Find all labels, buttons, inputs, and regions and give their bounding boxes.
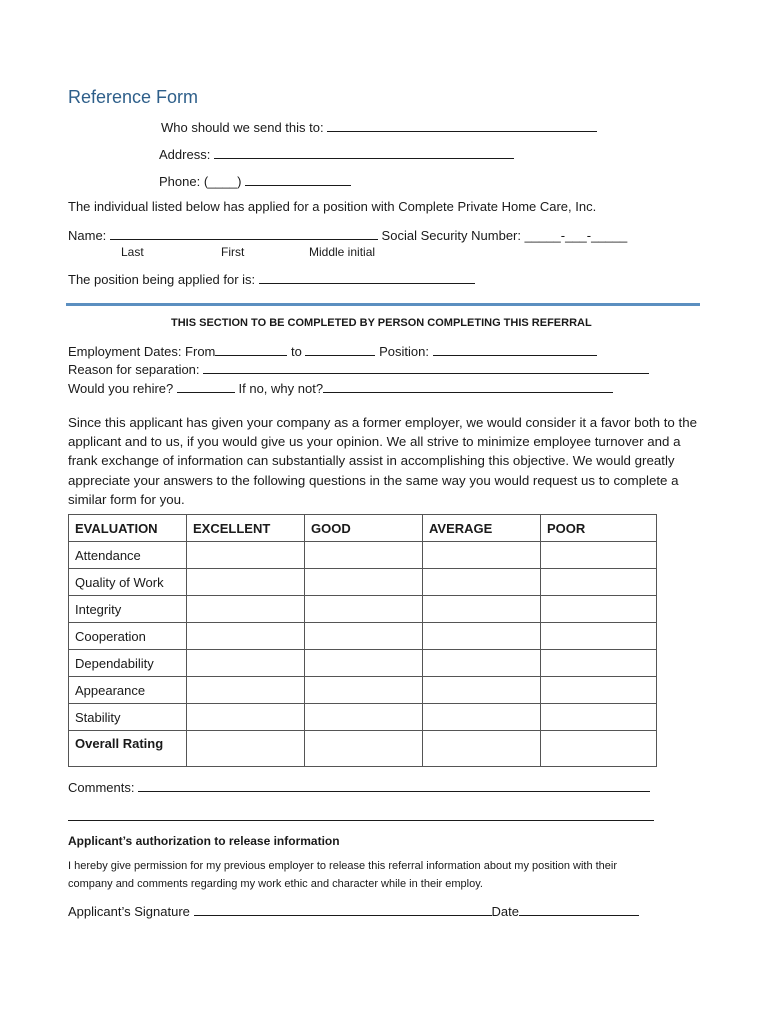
rating-cell[interactable] <box>423 677 541 704</box>
rating-cell[interactable] <box>541 704 657 731</box>
rating-cell[interactable] <box>187 731 305 767</box>
rehire-label: Would you rehire? <box>68 381 174 396</box>
position-applied-label: The position being applied for is: <box>68 272 256 287</box>
employment-position-field[interactable] <box>433 343 597 356</box>
rating-cell[interactable] <box>187 650 305 677</box>
rating-cell[interactable] <box>305 596 423 623</box>
rating-cell[interactable] <box>423 731 541 767</box>
address-row <box>159 146 514 162</box>
header-good: GOOD <box>305 515 423 542</box>
rating-cell[interactable] <box>423 650 541 677</box>
name-field[interactable] <box>110 227 378 240</box>
rating-cell[interactable] <box>305 731 423 767</box>
table-header-row <box>69 515 657 542</box>
rating-cell[interactable] <box>305 623 423 650</box>
ifno-label: If no, why not? <box>238 381 324 396</box>
rating-cell[interactable] <box>423 623 541 650</box>
header-excellent: EXCELLENT <box>187 515 305 542</box>
row-label: Dependability <box>69 650 187 677</box>
comments-label: Comments: <box>68 780 135 795</box>
header-average: AVERAGE <box>423 515 541 542</box>
comments-field-line2[interactable] <box>68 808 654 821</box>
rating-cell[interactable] <box>305 569 423 596</box>
rating-cell[interactable] <box>187 596 305 623</box>
rating-cell[interactable] <box>187 623 305 650</box>
signature-label: Applicant’s Signature <box>68 904 190 919</box>
header-poor: POOR <box>541 515 657 542</box>
authorization-line1: I hereby give permission for my previous employer to release this referral information about my position with their <box>68 860 618 872</box>
address-field[interactable] <box>214 146 514 159</box>
rating-cell[interactable] <box>423 542 541 569</box>
phone-label: Phone: (____) <box>159 174 242 189</box>
overall-label: Overall Rating <box>69 731 187 767</box>
table-row <box>69 542 657 569</box>
rehire-row <box>68 380 613 396</box>
employment-dates-row <box>68 343 597 359</box>
table-row <box>69 677 657 704</box>
to-date-field[interactable] <box>305 343 375 356</box>
authorization-heading: Applicant’s authorization to release information <box>68 834 340 848</box>
phone-row <box>159 173 351 189</box>
phone-field[interactable] <box>245 173 351 186</box>
sub-last: Last <box>121 245 144 259</box>
rating-cell[interactable] <box>305 704 423 731</box>
ifno-field[interactable] <box>323 380 613 393</box>
position-applied-field[interactable] <box>259 271 475 284</box>
comments-row <box>68 779 650 795</box>
intro-text: The individual listed below has applied for a position with Complete Private Home Care, Inc. <box>68 199 597 214</box>
reason-row <box>68 361 649 377</box>
section-divider <box>66 303 700 306</box>
send-to-field[interactable] <box>327 119 597 132</box>
evaluation-table <box>68 514 657 767</box>
page-title: Reference Form <box>68 87 199 107</box>
header-evaluation: EVALUATION <box>69 515 187 542</box>
rating-cell[interactable] <box>187 569 305 596</box>
rating-cell[interactable] <box>187 677 305 704</box>
row-label: Quality of Work <box>69 569 187 596</box>
table-row <box>69 569 657 596</box>
comments-field[interactable] <box>138 779 650 792</box>
rating-cell[interactable] <box>187 542 305 569</box>
name-label: Name: <box>68 228 107 243</box>
sub-middle: Middle initial <box>309 245 376 259</box>
request-paragraph: Since this applicant has given your company as a former employer, we would consider it a favor both to the applicant and to us, if you would give us your opinion. We all strive to minimize employee turnover and a frank exchange of information can substantially assist in accomplishing this objective. We would greatly appreciate your answers to the following questions in the same way you would request us to complete a similar form for you. <box>68 415 697 507</box>
table-row <box>69 650 657 677</box>
employment-position-label: Position: <box>379 344 429 359</box>
rating-cell[interactable] <box>423 704 541 731</box>
rating-cell[interactable] <box>541 569 657 596</box>
send-to-label: Who should we send this to: <box>161 120 324 135</box>
date-label: Date <box>491 904 519 919</box>
signature-row <box>68 903 639 919</box>
rating-cell[interactable] <box>541 596 657 623</box>
address-label: Address: <box>159 147 211 162</box>
rating-cell[interactable] <box>305 650 423 677</box>
rating-cell[interactable] <box>423 569 541 596</box>
table-row <box>69 704 657 731</box>
table-row <box>69 596 657 623</box>
table-row-overall <box>69 731 657 767</box>
reason-label: Reason for separation: <box>68 362 200 377</box>
row-label: Stability <box>69 704 187 731</box>
row-label: Integrity <box>69 596 187 623</box>
employment-dates-label: Employment Dates: From <box>68 344 216 359</box>
rating-cell[interactable] <box>541 677 657 704</box>
position-row <box>68 271 475 287</box>
date-field[interactable] <box>519 903 639 916</box>
signature-field[interactable] <box>194 903 492 916</box>
reason-field[interactable] <box>203 361 649 374</box>
rating-cell[interactable] <box>423 596 541 623</box>
ssn-label: Social Security Number: _____-___-_____ <box>381 228 628 243</box>
rating-cell[interactable] <box>541 650 657 677</box>
section-heading: THIS SECTION TO BE COMPLETED BY PERSON COMPLETING THIS REFERRAL <box>171 317 592 329</box>
row-label: Cooperation <box>69 623 187 650</box>
send-to-row <box>161 119 597 135</box>
rating-cell[interactable] <box>541 623 657 650</box>
row-label: Appearance <box>69 677 187 704</box>
rehire-field[interactable] <box>177 380 235 393</box>
rating-cell[interactable] <box>305 677 423 704</box>
authorization-line2: company and comments regarding my work ethic and character while in their employ. <box>68 878 483 890</box>
to-label: to <box>291 344 302 359</box>
rating-cell[interactable] <box>305 542 423 569</box>
rating-cell[interactable] <box>541 542 657 569</box>
rating-cell[interactable] <box>541 731 657 767</box>
rating-cell[interactable] <box>187 704 305 731</box>
from-date-field[interactable] <box>215 343 287 356</box>
table-row <box>69 623 657 650</box>
row-label: Attendance <box>69 542 187 569</box>
sub-first: First <box>221 245 245 259</box>
name-row <box>68 227 627 243</box>
